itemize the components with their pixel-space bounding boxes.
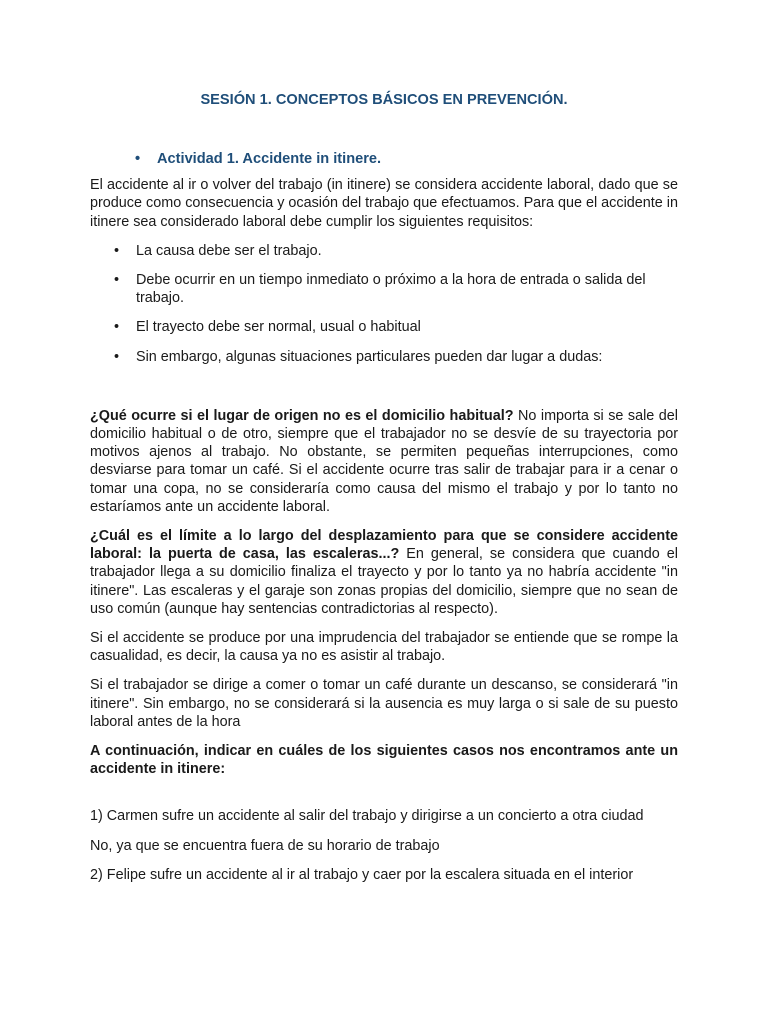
instruction-text: A continuación, indicar en cuáles de los siguientes casos nos encontramos ante un accidente in itinere: <box>90 743 678 778</box>
list-item <box>114 318 678 336</box>
page-title: SESIÓN 1. CONCEPTOS BÁSICOS EN PREVENCIÓN. <box>200 92 568 108</box>
answer-origin: No importa si se sale del domicilio habitual o de otro, siempre que el trabajador no se desvíe de su trayectoria por motivos ajenos al trabajo. No obstante, se permiten pequeñas interrupciones, como desviarse para tomar un café. Si el accidente ocurre tras salir de trabajar para ir a cenar o tomar una copa, no se consideraría como causa del mismo el trabajo y por lo tanto no estaríamos ante un accidente laboral. <box>90 407 678 515</box>
bullet-icon: • <box>114 272 120 289</box>
list-item-text: Sin embargo, algunas situaciones particulares pueden dar lugar a dudas: <box>136 348 603 365</box>
list-item-text: La causa debe ser el trabajo. <box>136 242 322 259</box>
activity-heading <box>135 150 678 168</box>
break-paragraph: Si el trabajador se dirige a comer o tomar un café durante un descanso, se considerará "in itinere". Sin embargo, no se considerará si la ausencia es muy larga o si sale de su puesto laboral antes de la hora <box>90 677 678 730</box>
requirements-list <box>90 242 678 366</box>
case-2: 2) Felipe sufre un accidente al ir al trabajo y caer por la escalera situada en el interior <box>90 866 634 883</box>
answer-1: No, ya que se encuentra fuera de su horario de trabajo <box>90 837 440 854</box>
question-limit-paragraph <box>90 527 678 618</box>
list-item <box>114 242 678 260</box>
activity-heading-text: Actividad 1. Accidente in itinere. <box>157 151 382 167</box>
instruction-paragraph <box>90 742 678 778</box>
bullet-icon: • <box>114 348 120 365</box>
list-item <box>114 271 678 307</box>
list-item-text: El trayecto debe ser normal, usual o habitual <box>136 319 421 336</box>
document-body <box>90 90 678 895</box>
list-item <box>114 348 678 366</box>
bullet-icon: • <box>135 151 141 167</box>
list-item-text: Debe ocurrir en un tiempo inmediato o próximo a la hora de entrada o salida del trabajo. <box>136 272 646 307</box>
imprudence-paragraph: Si el accidente se produce por una imprudencia del trabajador se entiende que se rompe la casualidad, es decir, la causa ya no es asistir al trabajo. <box>90 630 678 665</box>
bullet-icon: • <box>114 319 120 336</box>
bullet-icon: • <box>114 242 120 259</box>
answer-limit: En general, se considera que cuando el trabajador llega a su domicilio finaliza el trayecto y por lo tanto ya no habría accidente "in itinere". Las escaleras y el garaje son zonas propias del domicilio, siempre que no sean de uso común (aunque hay sentencias contradictorias al respecto). <box>90 546 678 617</box>
question-origin: ¿Qué ocurre si el lugar de origen no es el domicilio habitual? <box>90 407 514 424</box>
intro-paragraph: El accidente al ir o volver del trabajo (in itinere) se considera accidente laboral, dado que se produce como consecuencia y ocasión del trabajo que efectuamos. Para que el accidente in itinere sea considerado laboral debe cumplir los siguientes requisitos: <box>90 177 678 230</box>
question-limit: ¿Cuál es el límite a lo largo del desplazamiento para que se considere accidente laboral: la puerta de casa, las escaleras...? <box>90 528 678 563</box>
case-1: 1) Carmen sufre un accidente al salir del trabajo y dirigirse a un concierto a otra ciudad <box>90 808 644 825</box>
question-origin-paragraph <box>90 407 678 516</box>
